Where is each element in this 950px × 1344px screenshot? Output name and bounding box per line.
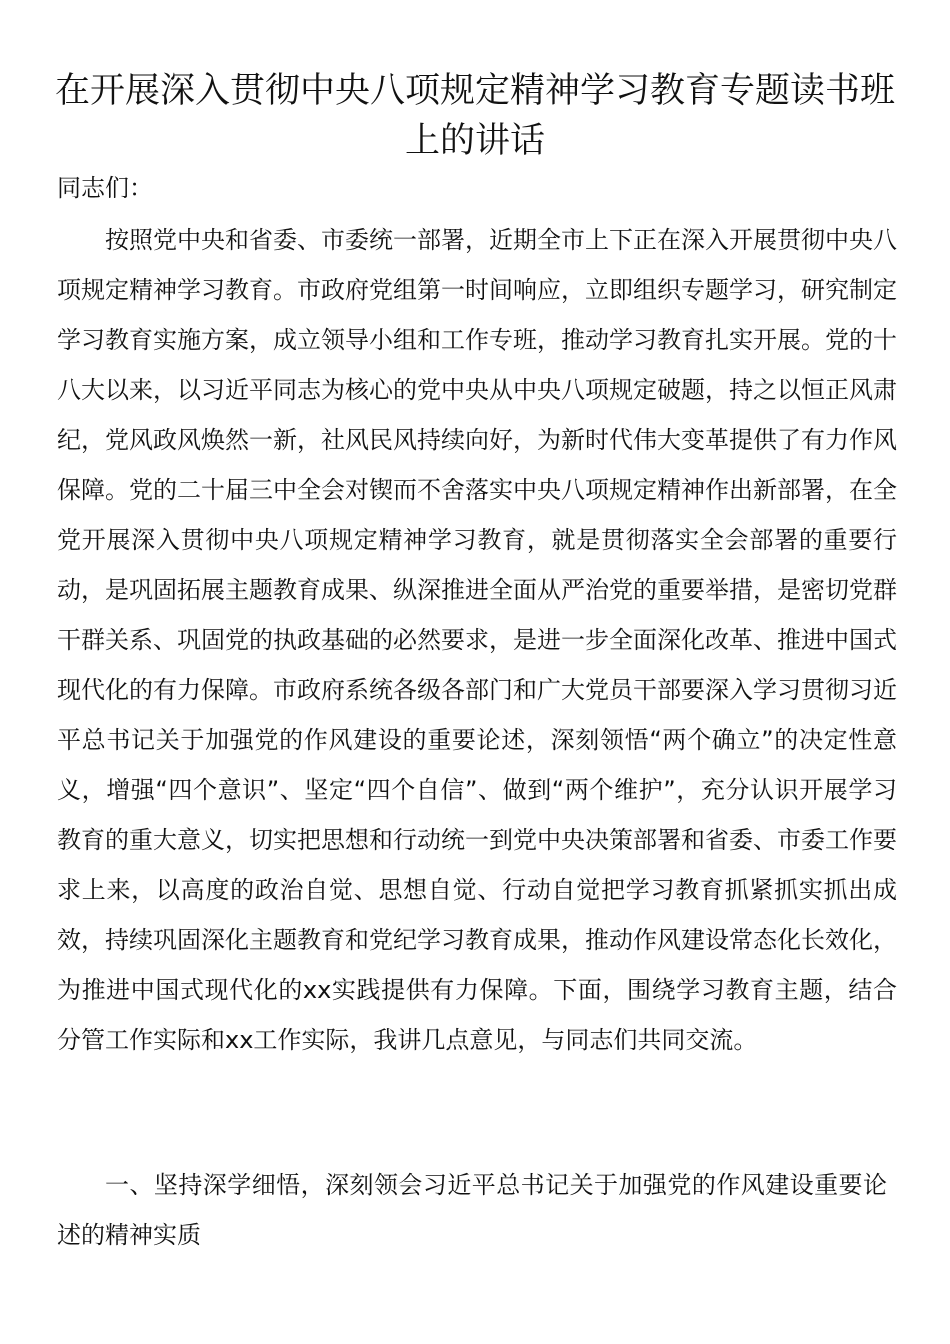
section-heading: 一、坚持深学细悟，深刻领会习近平总书记关于加强党的作风建设重要论述的精神实质 (57, 1171, 887, 1249)
document-title: 在开展深入贯彻中央八项规定精神学习教育专题读书班上的讲话 (54, 71, 895, 161)
body-paragraph: 按照党中央和省委、市委统一部署，近期全市上下正在深入开展贯彻中央八项规定精神学习教育。市政府党组第一时间响应，立即组织专题学习，研究制定学习教育实施方案，成立领导小组和工作专班，推动学习教育扎实开展。党的十八大以来，以习近平同志为核心的党中央从中央八项规定破题，持之以恒正风肃纪，党风政风焕然一新，社风民风持续向好，为新时代伟大变革提供了有力作风保障。党的二十届三中全会对锲而不舍落实中央八项规定精神作出新部署，在全党开展深入贯彻中央八项规定精神学习教育，就是贯彻落实全会部署的重要行动，是巩固拓展主题教育成果、纵深推进全面从严治党的重要举措，是密切党群干群关系、巩固党的执政基础的必然要求，是进一步全面深化改革、推进中国式现代化的有力保障。市政府系统各级各部门和广大党员干部要深入学习贯彻习近平总书记关于加强党的作风建设的重要论述，深刻领悟“两个确立”的决定性意义，增强“四个意识”、坚定“四个自信”、做到“两个维护”，充分认识开展学习教育的重大意义，切实把思想和行动统一到党中央决策部署和省委、市委工作要求上来，以高度的政治自觉、思想自觉、行动自觉把学习教育抓紧抓实抓出成效，持续巩固深化主题教育和党纪学习教育成果，推动作风建设常态化长效化，为推进中国式现代化的xx实践提供有力保障。下面，围绕学习教育主题，结合分管工作实际和xx工作实际，我讲几点意见，与同志们共同交流。 (57, 226, 897, 1054)
salutation: 同志们： (57, 174, 153, 202)
